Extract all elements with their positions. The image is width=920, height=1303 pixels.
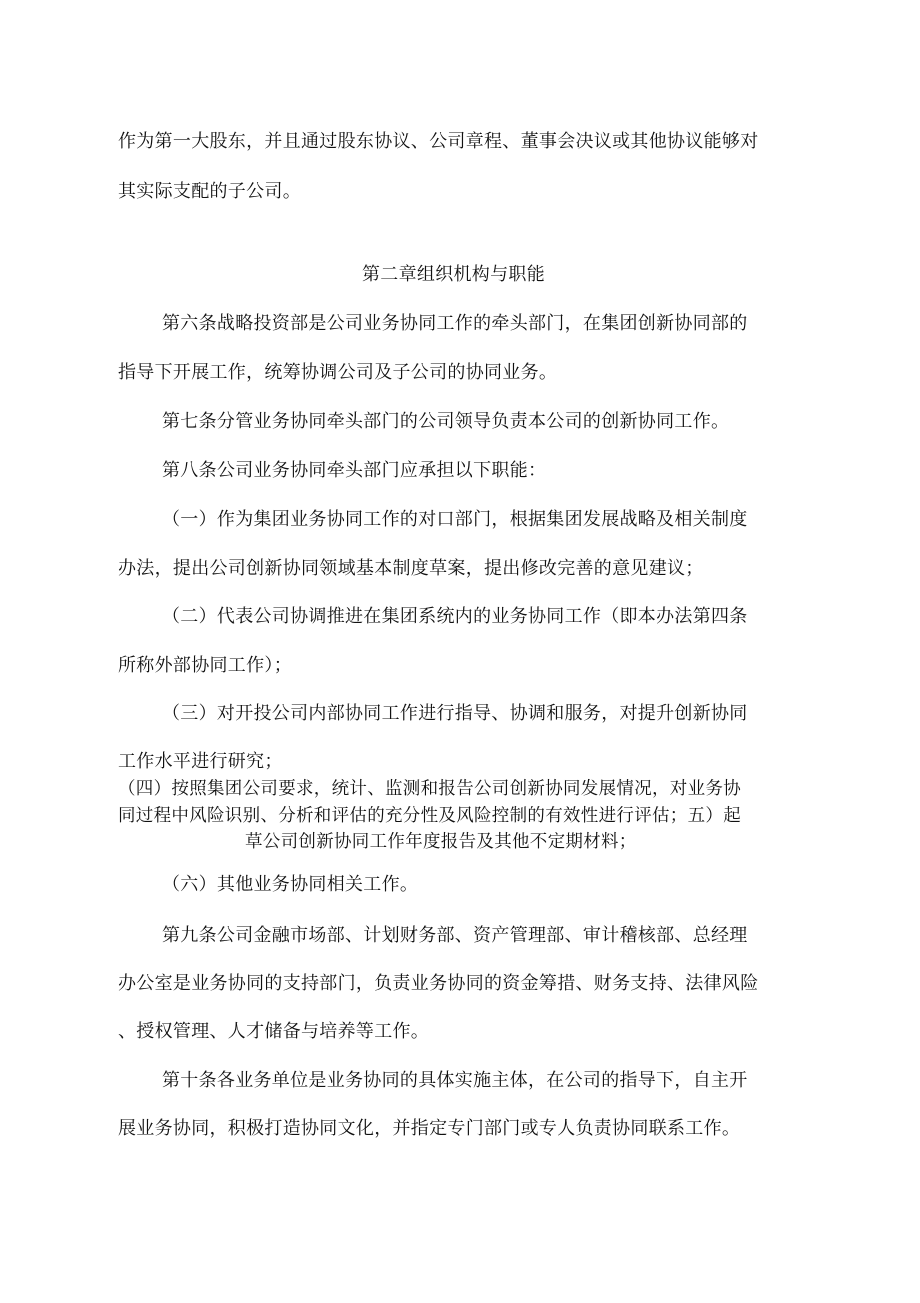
text-line: 草公司创新协同工作年度报告及其他不定期材料；: [245, 832, 637, 852]
text-line: 第九条公司金融市场部、计划财务部、资产管理部、审计稽核部、总经理: [162, 925, 748, 946]
text-line: 第六条战略投资部是公司业务协同工作的牵头部门，在集团创新协同部的: [162, 313, 748, 334]
text-line: 所称外部协同工作）；: [118, 655, 292, 676]
text-line: （二）代表公司协调推进在集团系统内的业务协同工作（即本办法第四条: [162, 606, 748, 627]
text-line: 同过程中风险识别、分析和评估的充分性及风险控制的有效性进行评估；五）起: [118, 806, 741, 826]
chapter-heading: 第二章组织机构与职能: [362, 264, 545, 285]
text-line: 第十条各业务单位是业务协同的具体实施主体，在公司的指导下，自主开: [162, 1070, 748, 1091]
text-line: 作为第一大股东，并且通过股东协议、公司章程、董事会决议或其他协议能够对: [118, 131, 759, 152]
text-line: 办法，提出公司创新协同领域基本制度草案，提出修改完善的意见建议；: [118, 558, 704, 579]
text-line: 办公室是业务协同的支持部门，负责业务协同的资金筹措、财务支持、法律风险: [118, 973, 759, 994]
text-line: 展业务协同，积极打造协同文化，并指定专门部门或专人负责协同联系工作。: [118, 1118, 741, 1139]
text-line: 指导下开展工作，统筹协调公司及子公司的协同业务。: [118, 362, 558, 383]
text-line: 其实际支配的子公司。: [118, 181, 301, 202]
text-line: 、授权管理、人才储备与培养等工作。: [118, 1021, 430, 1042]
text-line: （三）对开投公司内部协同工作进行指导、协调和服务，对提升创新协同: [162, 703, 748, 724]
text-line: （六）其他业务协同相关工作。: [162, 874, 419, 895]
text-line: 工作水平进行研究；: [118, 751, 283, 772]
text-line: 第八条公司业务协同牵头部门应承担以下职能：: [162, 460, 547, 481]
text-line: （四）按照集团公司要求，统计、监测和报告公司创新协同发展情况，对业务协: [118, 779, 741, 799]
text-line: 第七条分管业务协同牵头部门的公司领导负责本公司的创新协同工作。: [162, 411, 730, 432]
text-line: （一）作为集团业务协同工作的对口部门，根据集团发展战略及相关制度: [162, 509, 748, 530]
